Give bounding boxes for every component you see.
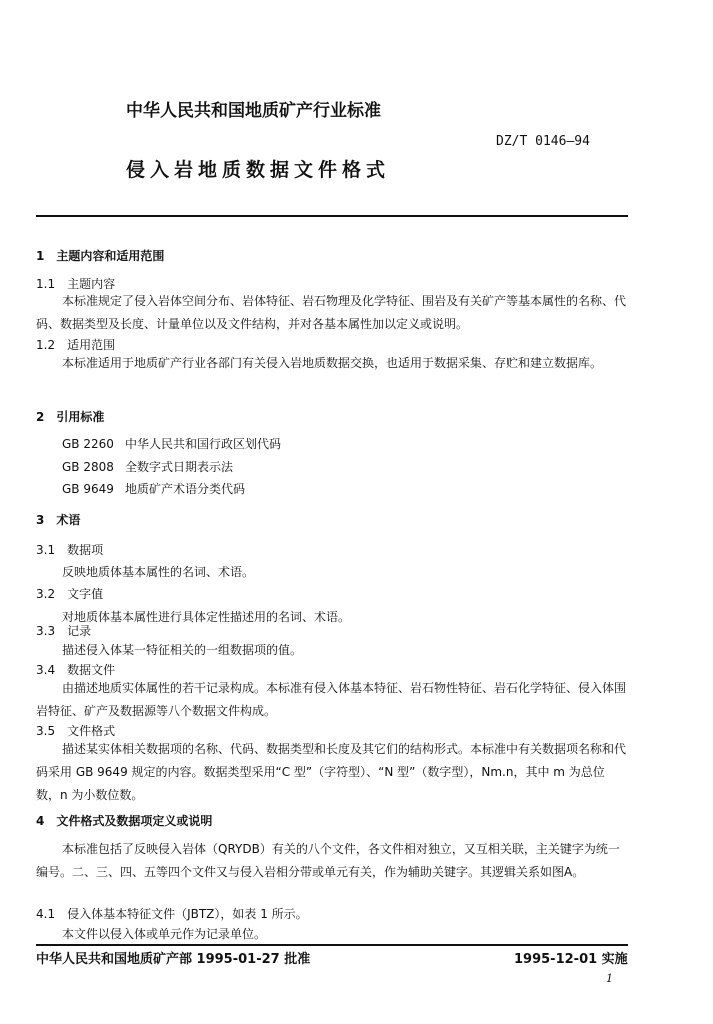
reference-name: 全数字式日期表示法 [125,460,234,474]
section-4-1-heading: 4.1 侵入体基本特征文件（JBTZ），如表 1 所示。 [36,907,308,921]
reference-code: GB 2808 [62,460,114,474]
section-4-1-body: 本文件以侵入体或单元作为记录单位。 [62,927,267,941]
effective-date: 1995-12-01 实施 [514,952,628,967]
term-body: 反映地质体基本属性的名词、术语。 [62,565,255,579]
section-1-1-heading: 1.1 主题内容 [36,277,116,291]
standard-code: DZ/T 0146—94 [496,134,590,149]
reference-code: GB 2260 [62,437,114,451]
term-body: 描述侵入体某一特征相关的一组数据项的值。 [62,643,303,657]
term-body: 描述某实体相关数据项的名称、代码、数据类型和长度及其它们的结构形式。本标准中有关数据项名称和代码采用 GB 9649 规定的内容。数据类型采用“C 型”（字符型）、“N 型”（数字型），Nm.n，其中 m 为总位数，n 为小数位数。 [36,742,627,802]
term-heading: 3.5 文件格式 [36,724,116,738]
section-1-2-heading: 1.2 适用范围 [36,338,116,352]
header-rule [36,215,628,217]
term-body: 对地质体基本属性进行具体定性描述用的名词、术语。 [62,610,351,624]
term-heading: 3.2 文字值 [36,587,104,601]
section-4-heading: 4 文件格式及数据项定义或说明 [36,814,213,828]
section-1-2-body: 本标准适用于地质矿产行业各部门有关侵入岩地质数据交换，也适用于数据采集、存贮和建立数据库。 [62,356,603,370]
reference-item [62,436,281,452]
reference-name: 中华人民共和国行政区划代码 [125,437,282,451]
term-heading: 3.3 记录 [36,624,92,638]
reference-item [62,481,245,497]
reference-item [62,459,233,475]
term-heading: 3.1 数据项 [36,543,104,557]
approval-note: 中华人民共和国地质矿产部 1995-01-27 批准 [36,952,311,967]
reference-name: 地质矿产术语分类代码 [125,482,246,496]
issuer-title: 中华人民共和国地质矿产行业标准 [126,101,381,121]
section-4-body: 本标准包括了反映侵入岩体（QRYDB）有关的八个文件，各文件相对独立，又互相关联，主关键字为统一编号。二、三、四、五等四个文件又与侵入岩相分带或单元有关，作为辅助关键字。其逻辑关系如图A。 [36,842,620,879]
footer-rule [36,944,628,946]
term-body: 由描述地质实体属性的若干记录构成。本标准有侵入体基本特征、岩石物性特征、岩石化学特征、侵入体围岩特征、矿产及数据源等八个数据文件构成。 [36,681,627,718]
page-number: 1 [606,972,613,985]
document-title: 侵入岩地质数据文件格式 [126,159,391,181]
reference-code: GB 9649 [62,482,114,496]
term-heading: 3.4 数据文件 [36,663,116,677]
section-3-heading: 3 术语 [36,513,81,527]
section-2-heading: 2 引用标准 [36,410,105,424]
section-1-1-body: 本标准规定了侵入岩体空间分布、岩体特征、岩石物理及化学特征、围岩及有关矿产等基本属性的名称、代码、数据类型及长度、计量单位以及文件结构，并对各基本属性加以定义或说明。 [36,294,627,331]
section-1-heading: 1 主题内容和适用范围 [36,249,165,263]
